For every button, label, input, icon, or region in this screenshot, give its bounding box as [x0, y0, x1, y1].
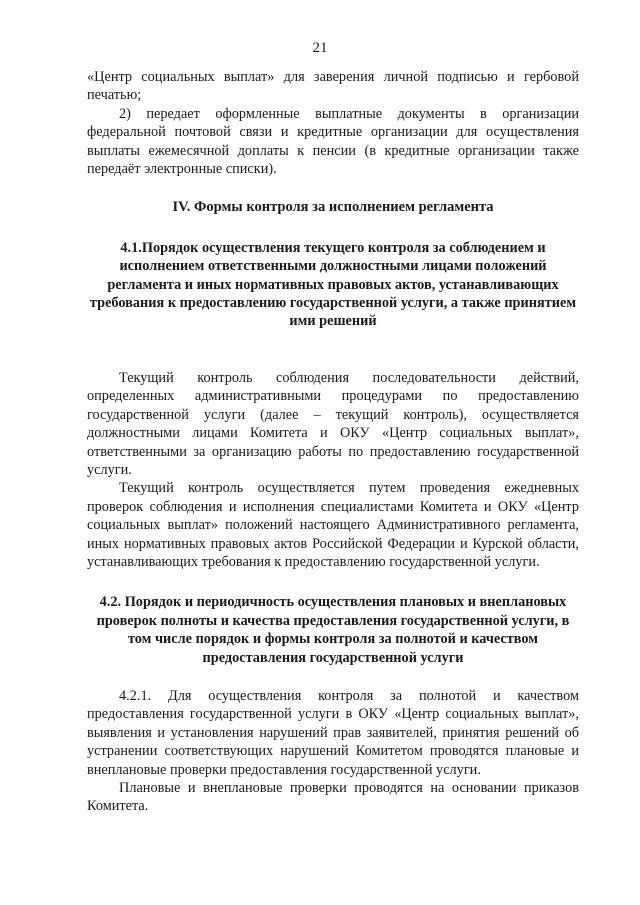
paragraph: 4.2.1. Для осуществления контроля за полнотой и качеством предоставления государственной услуги в ОКУ «Центр социальных выплат», выявления и установления нарушений прав заявителей, принятия решений об устранении соответствующих нарушений Комитетом проводятся плановые и внеплановые проверки предоставления государственной услуги. — [87, 687, 579, 778]
subheading-4-2: 4.2. Порядок и периодичность осуществления плановых и внеплановых проверок полноты и качества предоставления государственной услуги, в том числе порядок и формы контроля за полнотой и качеством предоставления государственной услуги — [96, 594, 570, 666]
paragraph: Текущий контроль соблюдения последовательности действий, определенных административными процедурами по предоставлению государственной услуги (далее – текущий контроль), осуществляется должностными лицами Комитета и ОКУ «Центр социальных выплат», ответственными за организацию работы по предоставлению государственной услуги. — [87, 369, 579, 478]
page-body — [87, 68, 579, 816]
paragraph: 2) передает оформленные выплатные документы в организации федеральной почтовой связи и кредитные организации для осуществления выплаты ежемесячной доплаты к пенсии (в кредитные организации также передаёт электронные списки). — [87, 105, 579, 178]
subheading-4-1: 4.1.Порядок осуществления текущего контроля за соблюдением и исполнением ответственными должностными лицами положений регламента и иных нормативных правовых актов, устанавливающих требования к предоставлению государственной услуги, а также принятием ими решений — [89, 239, 577, 330]
paragraph: Плановые и внеплановые проверки проводятся на основании приказов Комитета. — [87, 780, 579, 815]
paragraph: «Центр социальных выплат» для заверения личной подписью и гербовой печатью; — [87, 69, 579, 104]
section-title: IV. Формы контроля за исполнением регламента — [172, 199, 494, 216]
page-number: 21 — [312, 40, 328, 56]
paragraph: Текущий контроль осуществляется путем проведения ежедневных проверок соблюдения и исполнения специалистами Комитета и ОКУ «Центр социальных выплат» положений настоящего Административного регламента, иных нормативных правовых актов Российской Федерации и Курской области, устанавливающих требования к предоставлению государственной услуги. — [87, 480, 579, 570]
